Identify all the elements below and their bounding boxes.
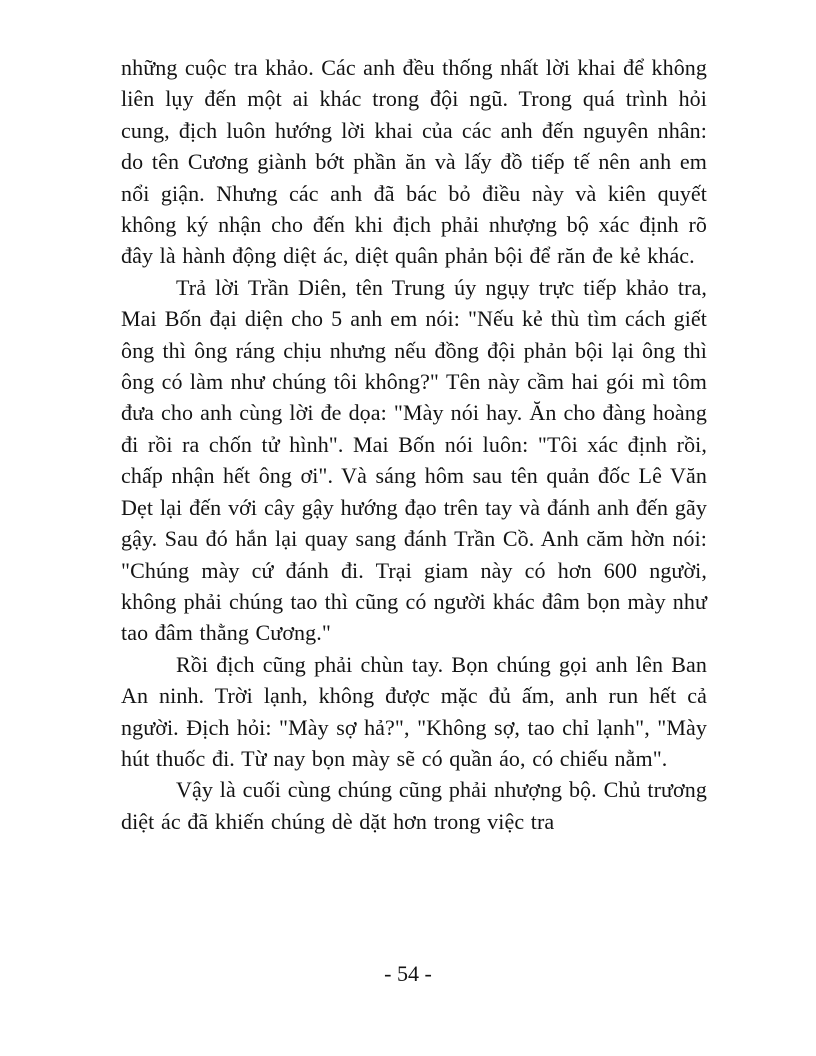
page-number: - 54 -: [384, 961, 432, 986]
paragraph: Rồi địch cũng phải chùn tay. Bọn chúng gọi anh lên Ban An ninh. Trời lạnh, không được mặc đủ ấm, anh run hết cả người. Địch hỏi: "Mày sợ hả?", "Không sợ, tao chỉ lạnh", "Mày hút thuốc đi. Từ nay bọn mày sẽ có quần áo, có chiếu nằm".: [121, 651, 707, 771]
paragraph: Trả lời Trần Diên, tên Trung úy ngụy trực tiếp khảo tra, Mai Bốn đại diện cho 5 anh em nói: "Nếu kẻ thù tìm cách giết ông thì ông ráng chịu nhưng nếu đồng đội phản bội lại ông thì ông có làm như chúng tôi không?" Tên này cầm hai gói mì tôm đưa cho anh cùng lời đe dọa: "Mày nói hay. Ăn cho đàng hoàng đi rồi ra chốn tử hình". Mai Bốn nói luôn: "Tôi xác định rồi, chấp nhận hết ông ơi". Và sáng hôm sau tên quản đốc Lê Văn Dẹt lại đến với cây gậy hướng đạo trên tay và đánh anh đến gãy gậy. Sau đó hắn lại quay sang đánh Trần Cồ. Anh căm hờn nói: "Chúng mày cứ đánh đi. Trại giam này có hơn 600 người, không phải chúng tao thì cũng có người khác đâm bọn mày như tao đâm thằng Cương.": [121, 274, 707, 646]
body-text: [121, 52, 707, 837]
paragraph: những cuộc tra khảo. Các anh đều thống nhất lời khai để không liên lụy đến một ai khác trong đội ngũ. Trong quá trình hỏi cung, địch luôn hướng lời khai của các anh đến nguyên nhân: do tên Cương giành bớt phần ăn và lấy đồ tiếp tế nên anh em nổi giận. Nhưng các anh đã bác bỏ điều này và kiên quyết không ký nhận cho đến khi địch phải nhượng bộ xác định rõ đây là hành động diệt ác, diệt quân phản bội để răn đe kẻ khác.: [121, 55, 707, 269]
paragraph: Vậy là cuối cùng chúng cũng phải nhượng bộ. Chủ trương diệt ác đã khiến chúng dè dặt hơn trong việc tra: [121, 777, 707, 834]
